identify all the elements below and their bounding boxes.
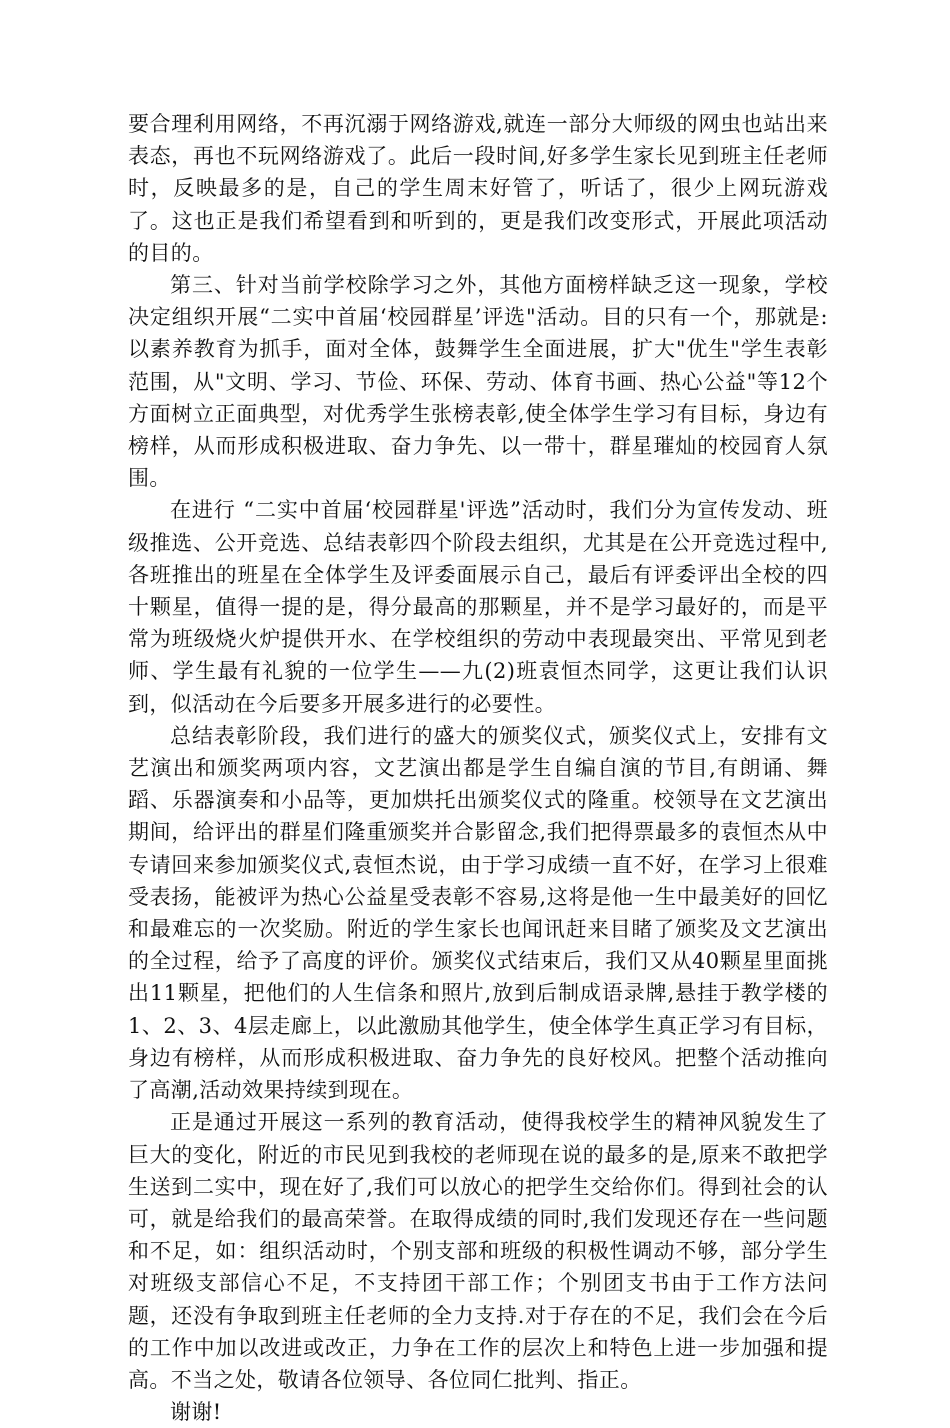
paragraph-closing: 谢谢! — [170, 1400, 222, 1425]
document-page — [128, 108, 828, 1428]
paragraph-2: 第三、针对当前学校除学习之外，其他方面榜样缺乏这一现象，学校决定组织开展“二实中首届‘校园群星’评选"活动。目的只有一个，那就是:以素养教育为抓手，面对全体，鼓舞学生全面进展，扩大"优生"学生表彰范围，从"文明、学习、节俭、环保、劳动、体育书画、热心公益"等12个方面树立正面典型，对优秀学生张榜表彰,使全体学生学习有目标，身边有榜样，从而形成积极进取、奋力争先、以一带十，群星璀灿的校园育人氛围。 — [128, 273, 828, 491]
paragraph-5: 正是通过开展这一系列的教育活动，使得我校学生的精神风貌发生了巨大的变化，附近的市民见到我校的老师现在说的最多的是,原来不敢把学生送到二实中，现在好了,我们可以放心的把学生交给你们。得到社会的认可，就是给我们的最高荣誉。在取得成绩的同时,我们发现还存在一些问题和不足，如：组织活动时，个别支部和班级的积极性调动不够，部分学生对班级支部信心不足，不支持团干部工作；个别团支书由于工作方法问题，还没有争取到班主任老师的全力支持.对于存在的不足，我们会在今后的工作中加以改进或改正，力争在工作的层次上和特色上进一步加强和提高。不当之处，敬请各位领导、各位同仁批判、指正。 — [128, 1110, 828, 1392]
paragraph-1: 要合理利用网络，不再沉溺于网络游戏,就连一部分大师级的网虫也站出来表态，再也不玩网络游戏了。此后一段时间,好多学生家长见到班主任老师时，反映最多的是，自己的学生周末好管了，听话了，很少上网玩游戏了。这也正是我们希望看到和听到的，更是我们改变形式，开展此项活动的目的。 — [128, 112, 828, 265]
paragraph-3: 在进行 “二实中首届‘校园群星'评选”活动时，我们分为宣传发动、班级推选、公开竞选、总结表彰四个阶段去组织，尤其是在公开竞选过程中,各班推出的班星在全体学生及评委面展示自己，最后有评委评出全校的四十颗星，值得一提的是，得分最高的那颗星，并不是学习最好的，而是平常为班级烧火炉提供开水、在学校组织的劳动中表现最突出、平常见到老师、学生最有礼貌的一位学生——九(2)班袁恒杰同学，这更让我们认识到，似活动在今后要多开展多进行的必要性。 — [128, 498, 828, 716]
paragraph-4: 总结表彰阶段，我们进行的盛大的颁奖仪式，颁奖仪式上，安排有文艺演出和颁奖两项内容，文艺演出都是学生自编自演的节目,有朗诵、舞蹈、乐器演奏和小品等，更加烘托出颁奖仪式的隆重。校领导在文艺演出期间，给评出的群星们隆重颁奖并合影留念,我们把得票最多的袁恒杰从中专请回来参加颁奖仪式,袁恒杰说，由于学习成绩一直不好，在学习上很难受表扬，能被评为热心公益星受表彰不容易,这将是他一生中最美好的回忆和最难忘的一次奖励。附近的学生家长也闻讯赶来目睹了颁奖及文艺演出的全过程，给予了高度的评价。颁奖仪式结束后，我们又从40颗星里面挑出11颗星，把他们的人生信条和照片,放到后制成语录牌,悬挂于教学楼的1、2、3、4层走廊上，以此激励其他学生，使全体学生真正学习有目标，身边有榜样，从而形成积极进取、奋力争先的良好校风。把整个活动推向了高潮,活动效果持续到现在。 — [128, 723, 828, 1103]
